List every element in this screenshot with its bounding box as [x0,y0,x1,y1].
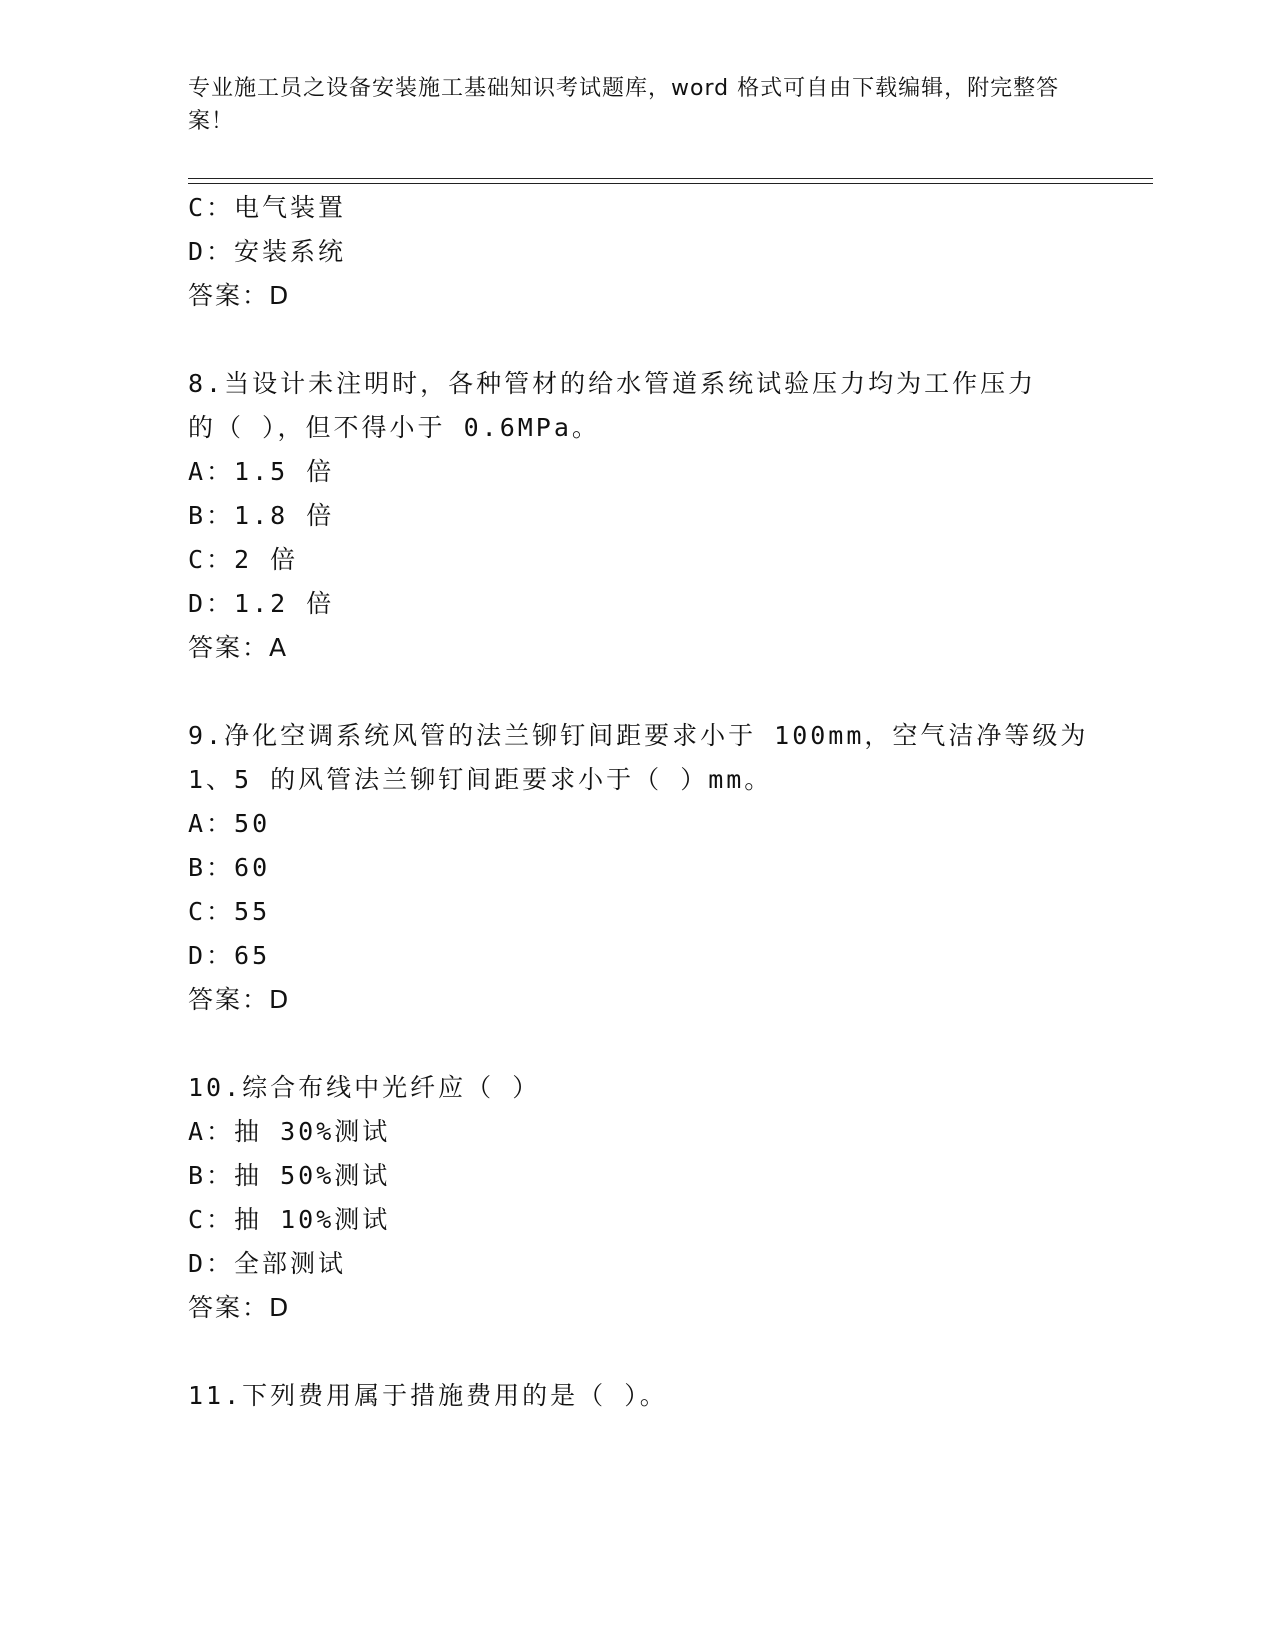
answer-line: 答案：D [188,1293,291,1322]
option-b: B：60 [188,853,271,882]
question-stem: 11.下列费用属于措施费用的是（ ）。 [188,1381,668,1410]
header-divider-top [188,178,1153,179]
answer-line: 答案：D [188,281,291,310]
option-d: D：1.2 倍 [188,589,335,618]
question-stem: 的（ ），但不得小于 0.6MPa。 [188,413,600,442]
option-c: C：电气装置 [188,193,347,222]
option-c: C：55 [188,897,271,926]
option-d: D：全部测试 [188,1249,347,1278]
option-c: C：2 倍 [188,545,299,574]
question-stem: 8.当设计未注明时，各种管材的给水管道系统试验压力均为工作压力 [188,369,1037,398]
header-divider-bottom [188,183,1153,184]
answer-line: 答案：D [188,985,291,1014]
option-b: B：抽 50%测试 [188,1161,391,1190]
question-stem: 9.净化空调系统风管的法兰铆钉间距要求小于 100mm，空气洁净等级为 [188,721,1089,750]
option-d: D：65 [188,941,271,970]
option-a: A：1.5 倍 [188,457,335,486]
option-b: B：1.8 倍 [188,501,335,530]
option-d: D：安装系统 [188,237,347,266]
option-c: C：抽 10%测试 [188,1205,391,1234]
question-stem: 1、5 的风管法兰铆钉间距要求小于（ ）mm。 [188,765,773,794]
option-a: A：50 [188,809,271,838]
answer-line: 答案：A [188,633,289,662]
question-stem: 10.综合布线中光纤应（ ） [188,1073,541,1102]
document-header: 专业施工员之设备安装施工基础知识考试题库，word 格式可自由下载编辑，附完整答案！ [188,76,1060,134]
option-a: A：抽 30%测试 [188,1117,391,1146]
